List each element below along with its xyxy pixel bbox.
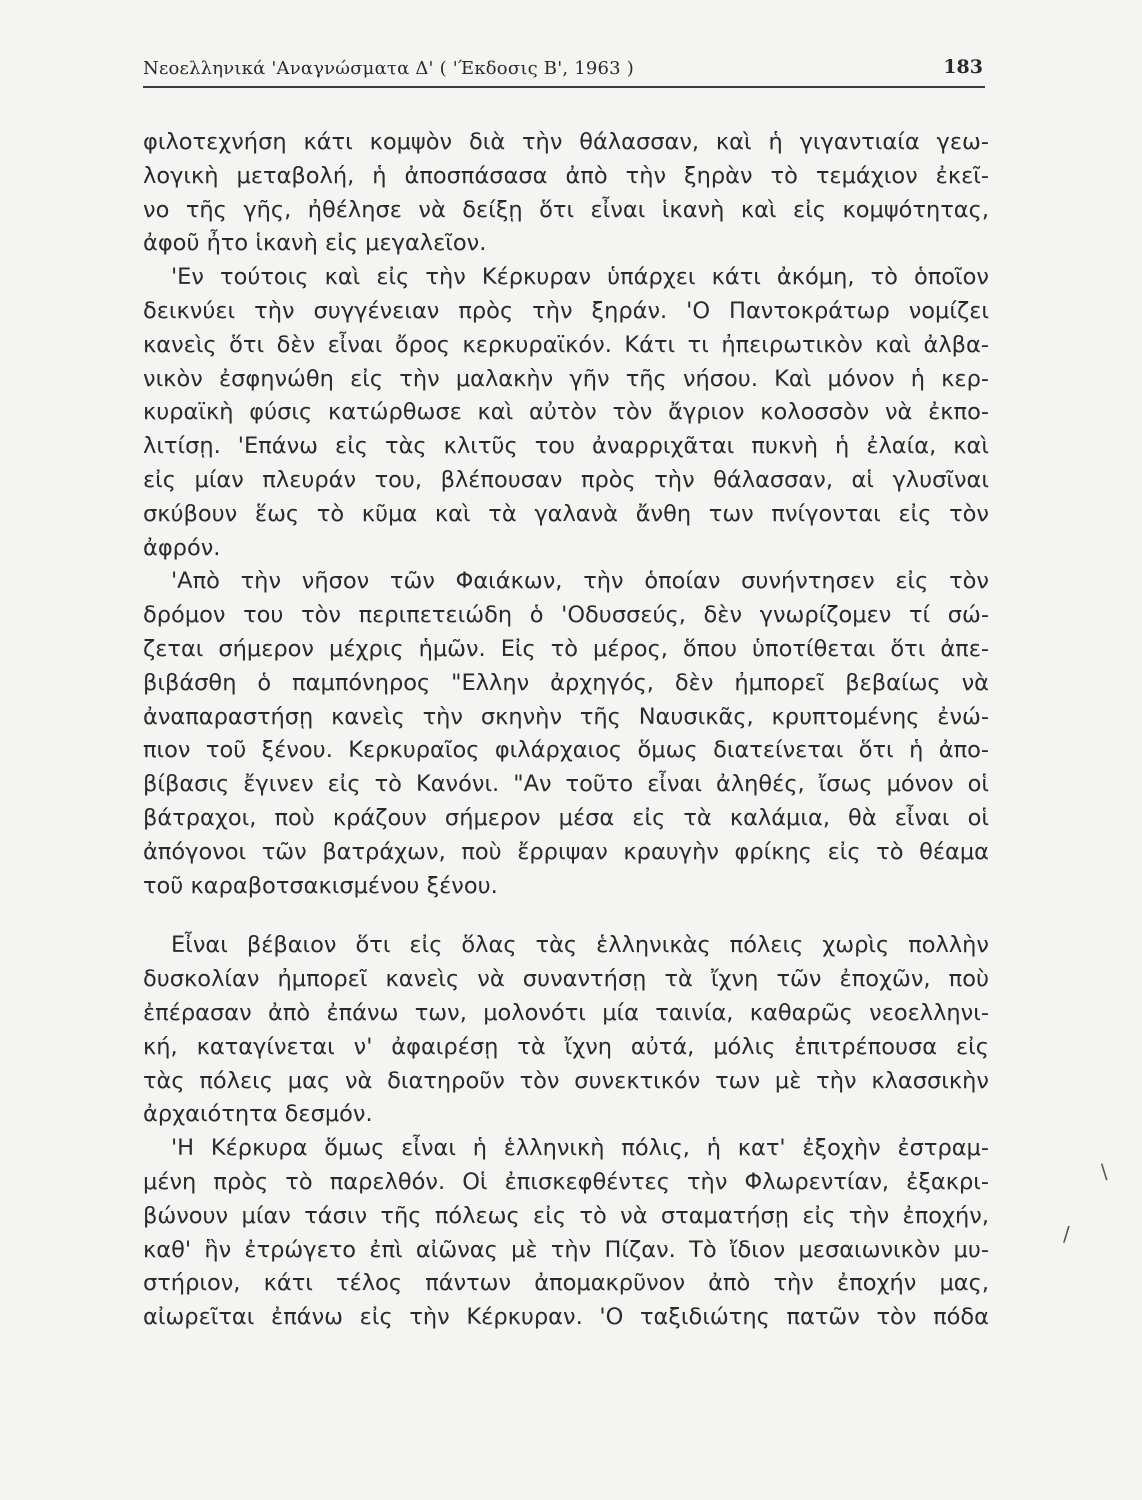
text-line: μένη πρὸς τὸ παρελθόν. Οἱ ἐπισκεφθέντες τὴν Φλωρεντίαν, ἐξακρι- — [143, 1168, 989, 1195]
paragraph — [143, 126, 989, 261]
text-line: βώνουν μίαν τάσιν τῆς πόλεως εἰς τὸ νὰ σταματήσῃ εἰς τὴν ἐποχήν, — [143, 1202, 989, 1229]
paragraph — [143, 565, 989, 903]
text-line: βάτραχοι, ποὺ κράζουν σήμερον μέσα εἰς τὰ καλάμια, θὰ εἶναι οἱ — [143, 804, 989, 831]
text-line: κανεὶς ὅτι δὲν εἶναι ὄρος κερκυραϊκόν. Κάτι τι ἠπειρωτικὸν καὶ ἀλβα- — [143, 331, 989, 358]
text-line: ἀφοῦ ἦτο ἱκανὴ εἰς μεγαλεῖον. — [143, 230, 487, 257]
text-line: ἀρχαιότητα δεσμόν. — [143, 1101, 373, 1128]
text-line: δεικνύει τὴν συγγένειαν πρὸς τὴν ξηράν. 'Ο Παντοκράτωρ νομίζει — [143, 297, 989, 324]
text-line: ἀναπαραστήσῃ κανεὶς τὴν σκηνὴν τῆς Ναυσικᾶς, κρυπτομένης ἐνώ- — [143, 703, 989, 730]
text-line: λιτίσῃ. 'Επάνω εἰς τὰς κλιτῦς του ἀναρριχᾶται πυκνὴ ἡ ἐλαία, καὶ — [143, 433, 989, 460]
page-header — [143, 50, 985, 88]
text-line: σκύβουν ἕως τὸ κῦμα καὶ τὰ γαλανὰ ἄνθη των πνίγονται εἰς τὸν — [143, 500, 989, 527]
paragraph — [143, 929, 989, 1132]
text-line: κή, καταγίνεται ν' ἀφαιρέσῃ τὰ ἴχνη αὐτά, μόλις ἐπιτρέπουσα εἰς — [143, 1033, 989, 1060]
text-line: ἐπέρασαν ἀπὸ ἐπάνω των, μολονότι μία ταινία, καθαρῶς νεοελληνι- — [143, 999, 989, 1026]
text-line: πιον τοῦ ξένου. Κερκυραῖος φιλάρχαιος ὅμως διατείνεται ὅτι ἡ ἀπο- — [143, 737, 989, 764]
page-body — [143, 126, 989, 1335]
text-line: ἀφρόν. — [143, 534, 221, 561]
text-line: Εἶναι βέβαιον ὅτι εἰς ὅλας τὰς ἑλληνικὰς πόλεις χωρὶς πολλὴν — [171, 932, 989, 959]
text-line: κυραϊκὴ φύσις κατώρθωσε καὶ αὐτὸν τὸν ἄγριον κολοσσὸν νὰ ἐκπο- — [143, 399, 989, 426]
text-line: τὰς πόλεις μας νὰ διατηροῦν τὸν συνεκτικόν των μὲ τὴν κλασσικὴν — [143, 1067, 989, 1094]
text-line: ζεται σήμερον μέχρις ἡμῶν. Εἰς τὸ μέρος, ὅπου ὑποτίθεται ὅτι ἀπε- — [143, 635, 989, 662]
page-number: 183 — [943, 56, 983, 78]
text-line: 'Η Κέρκυρα ὅμως εἶναι ἡ ἑλληνικὴ πόλις, ἡ κατ' ἐξοχὴν ἐστραμ- — [171, 1135, 989, 1162]
text-line: εἰς μίαν πλευράν του, βλέπουσαν πρὸς τὴν θάλασσαν, αἱ γλυσῖναι — [143, 466, 989, 493]
text-line: δρόμον του τὸν περιπετειώδη ὁ 'Οδυσσεύς, δὲν γνωρίζομεν τί σώ- — [143, 602, 989, 629]
text-line: νο τῆς γῆς, ἠθέλησε νὰ δείξῃ ὅτι εἶναι ἱκανὴ καὶ εἰς κομψότητας, — [143, 196, 989, 223]
text-line: στήριον, κάτι τέλος πάντων ἀπομακρῦνον ἀπὸ τὴν ἐποχήν μας, — [143, 1270, 989, 1297]
paragraph — [143, 261, 989, 565]
text-line: 'Εν τούτοις καὶ εἰς τὴν Κέρκυραν ὑπάρχει κάτι ἀκόμη, τὸ ὁποῖον — [171, 264, 989, 291]
paragraph — [143, 1132, 989, 1335]
text-line: λογικὴ μεταβολή, ἡ ἀποσπάσασα ἀπὸ τὴν ξηρὰν τὸ τεμάχιον ἐκεῖ- — [143, 162, 989, 189]
text-line: καθ' ἣν ἐτρώγετο ἐπὶ αἰῶνας μὲ τὴν Πίζαν. Τὸ ἴδιον μεσαιωνικὸν μυ- — [143, 1236, 989, 1263]
text-line: ἀπόγονοι τῶν βατράχων, ποὺ ἔρριψαν κραυγὴν φρίκης εἰς τὸ θέαμα — [143, 838, 989, 865]
text-line: δυσκολίαν ἠμπορεῖ κανεὶς νὰ συναντήσῃ τὰ ἴχνη τῶν ἐποχῶν, ποὺ — [143, 966, 989, 993]
text-line: νικὸν ἐσφηνώθη εἰς τὴν μαλακὴν γῆν τῆς νήσου. Καὶ μόνον ἡ κερ- — [143, 365, 989, 392]
scan-slash-mark: / — [1063, 1222, 1070, 1246]
text-line: τοῦ καραβοτσακισμένου ξένου. — [143, 872, 498, 899]
text-line: βιβάσθη ὁ παμπόνηρος "Ελλην ἀρχηγός, δὲν ἠμπορεῖ βεβαίως νὰ — [143, 669, 989, 696]
text-line: βίβασις ἔγινεν εἰς τὸ Κανόνι. "Αν τοῦτο εἶναι ἀληθές, ἴσως μόνον οἱ — [143, 771, 989, 798]
scan-tick-mark: ∖ — [1097, 1160, 1110, 1184]
running-title: Νεοελληνικά 'Αναγνώσματα Δ' ( 'Έκδοσις Β', 1963 ) — [143, 58, 634, 79]
text-line: φιλοτεχνήση κάτι κομψὸν διὰ τὴν θάλασσαν, καὶ ἡ γιγαντιαία γεω- — [143, 129, 989, 155]
text-line: 'Απὸ τὴν νῆσον τῶν Φαιάκων, τὴν ὁποίαν συνήντησεν εἰς τὸν — [171, 568, 989, 595]
paragraph-gap — [143, 903, 989, 929]
text-line: αἰωρεῖται ἐπάνω εἰς τὴν Κέρκυραν. 'Ο ταξιδιώτης πατῶν τὸν πόδα — [143, 1304, 989, 1331]
